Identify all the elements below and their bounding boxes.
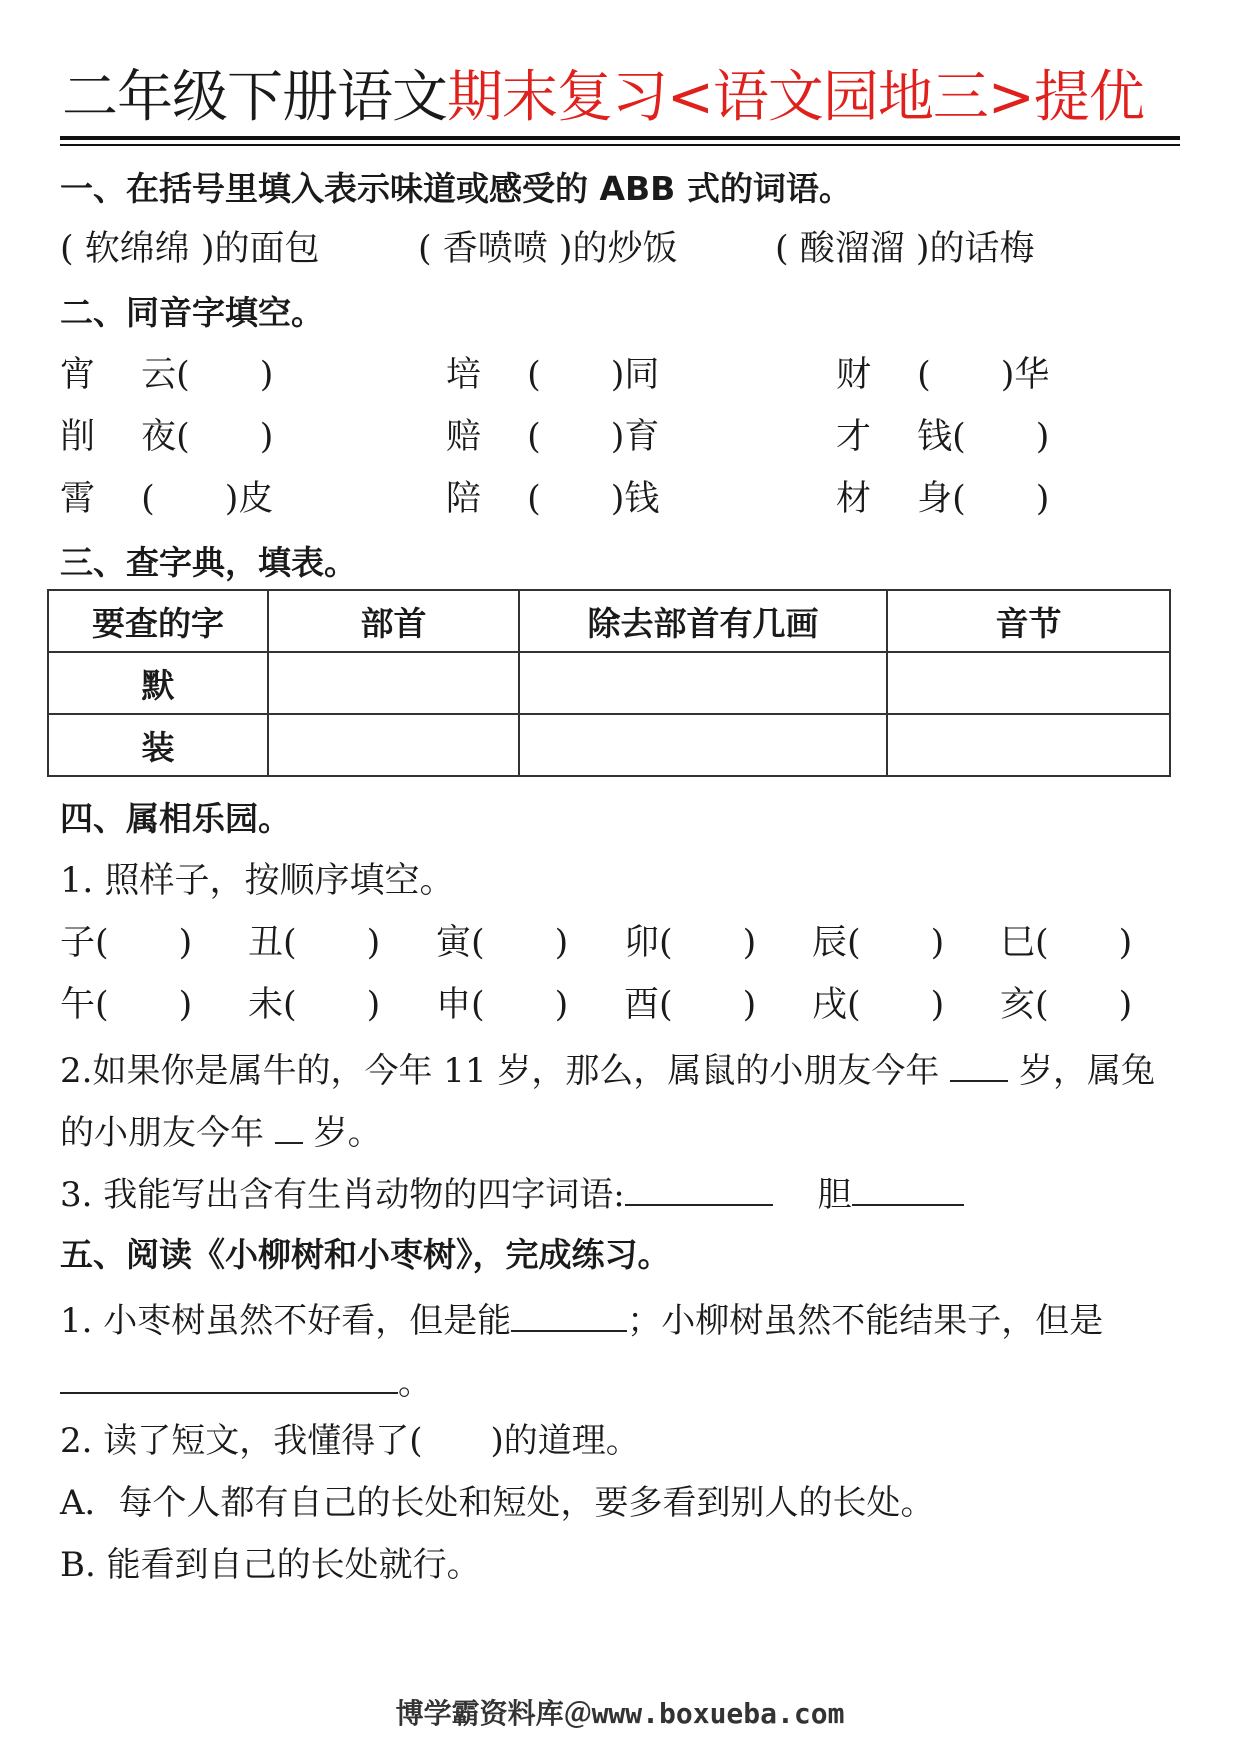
answer-cell[interactable] [887,714,1170,776]
zodiac-cell: 卯( ) [624,923,757,963]
answer-blank[interactable] [275,1112,303,1144]
zodiac-q2-line2 [60,1112,382,1153]
zodiac-cell: 申( ) [436,985,569,1025]
zodiac-q2-text: 岁。 [313,1113,382,1153]
zodiac-cell: 亥( ) [1000,985,1133,1025]
answer-blank[interactable] [625,1174,773,1206]
zodiac-cell: 午( ) [60,985,193,1025]
title-underline-thick [60,136,1180,140]
table-row [48,714,1170,776]
reading-q1-text: ；小柳树虽然不能结果子，但是 [627,1301,1104,1341]
zodiac-cell: 酉( ) [624,985,757,1025]
zodiac-q2-text: 岁，属兔 [1018,1051,1155,1091]
table-header: 要查的字 [48,590,268,652]
reading-q1-line1 [60,1300,1104,1341]
zodiac-cell: 戌( ) [812,985,945,1025]
table-row [48,652,1170,714]
lookup-char: 装 [48,714,268,776]
lookup-char: 默 [48,652,268,714]
section-5-heading: 五、阅读《小柳树和小枣树》，完成练习。 [60,1235,671,1274]
abb-item-2: ( 香喷喷 )的炒饭 [418,229,678,269]
reading-q1-line2 [60,1362,432,1403]
worksheet-title [62,65,1182,130]
answer-blank[interactable] [852,1174,964,1206]
option-a: A．每个人都有自己的长处和短处，要多看到别人的长处。 [60,1483,935,1523]
zodiac-cell: 未( ) [248,985,381,1025]
homophone-cell: 财 ( )华 [836,355,1050,395]
abb-item-3: ( 酸溜溜 )的话梅 [775,229,1035,269]
zodiac-q2-text: 的小朋友今年 [60,1113,264,1153]
zodiac-cell: 寅( ) [436,923,569,963]
option-b: B. 能看到自己的长处就行。 [60,1545,481,1585]
homophone-cell: 霄 ( )皮 [60,479,274,519]
zodiac-q3-text: 3. 我能写出含有生肖动物的四字词语: [60,1175,625,1215]
zodiac-q3 [60,1174,964,1215]
title-grade: 二年级下册语文 [62,65,447,130]
answer-blank[interactable] [511,1300,627,1332]
zodiac-q3-word: 胆 [817,1175,852,1215]
answer-cell[interactable] [519,652,887,714]
zodiac-cell: 子( ) [60,923,193,963]
table-header: 音节 [887,590,1170,652]
zodiac-q2-line1 [60,1050,1155,1091]
homophone-cell: 削 夜( ) [60,417,274,457]
homophone-cell: 材 身( ) [836,479,1050,519]
section-2-heading: 二、同音字填空。 [60,293,324,332]
answer-cell[interactable] [887,652,1170,714]
homophone-cell: 赔 ( )育 [446,417,660,457]
answer-cell[interactable] [519,714,887,776]
dictionary-table [47,589,1171,777]
section-1-heading: 一、在括号里填入表示味道或感受的 ABB 式的词语。 [60,169,852,208]
zodiac-q1: 1. 照样子，按顺序填空。 [60,861,455,901]
reading-q2: 2. 读了短文，我懂得了( )的道理。 [60,1421,640,1461]
watermark-text: 博学霸资料库＠www.boxueba.com [395,1697,845,1730]
reading-q1-end: 。 [398,1363,432,1403]
homophone-cell: 宵 云( ) [60,355,274,395]
homophone-cell: 才 钱( ) [836,417,1050,457]
answer-blank[interactable] [950,1050,1008,1082]
zodiac-cell: 丑( ) [248,923,381,963]
homophone-cell: 培 ( )同 [446,355,660,395]
table-header: 除去部首有几画 [519,590,887,652]
zodiac-q2-text: 2.如果你是属牛的，今年 11 岁，那么，属鼠的小朋友今年 [60,1051,940,1091]
reading-q1-text: 1. 小枣树虽然不好看，但是能 [60,1301,512,1341]
answer-cell[interactable] [268,652,519,714]
section-4-heading: 四、属相乐园。 [60,799,291,838]
table-header: 部首 [268,590,519,652]
table-header-row [48,590,1170,652]
answer-blank[interactable] [60,1362,398,1394]
abb-item-1: ( 软绵绵 )的面包 [60,229,320,269]
answer-cell[interactable] [268,714,519,776]
section-3-heading: 三、查字典，填表。 [60,543,357,582]
title-topic: 期末复习<语文园地三>提优 [447,65,1144,130]
zodiac-cell: 巳( ) [1000,923,1133,963]
title-underline-thin [60,144,1180,146]
zodiac-cell: 辰( ) [812,923,945,963]
homophone-cell: 陪 ( )钱 [446,479,660,519]
